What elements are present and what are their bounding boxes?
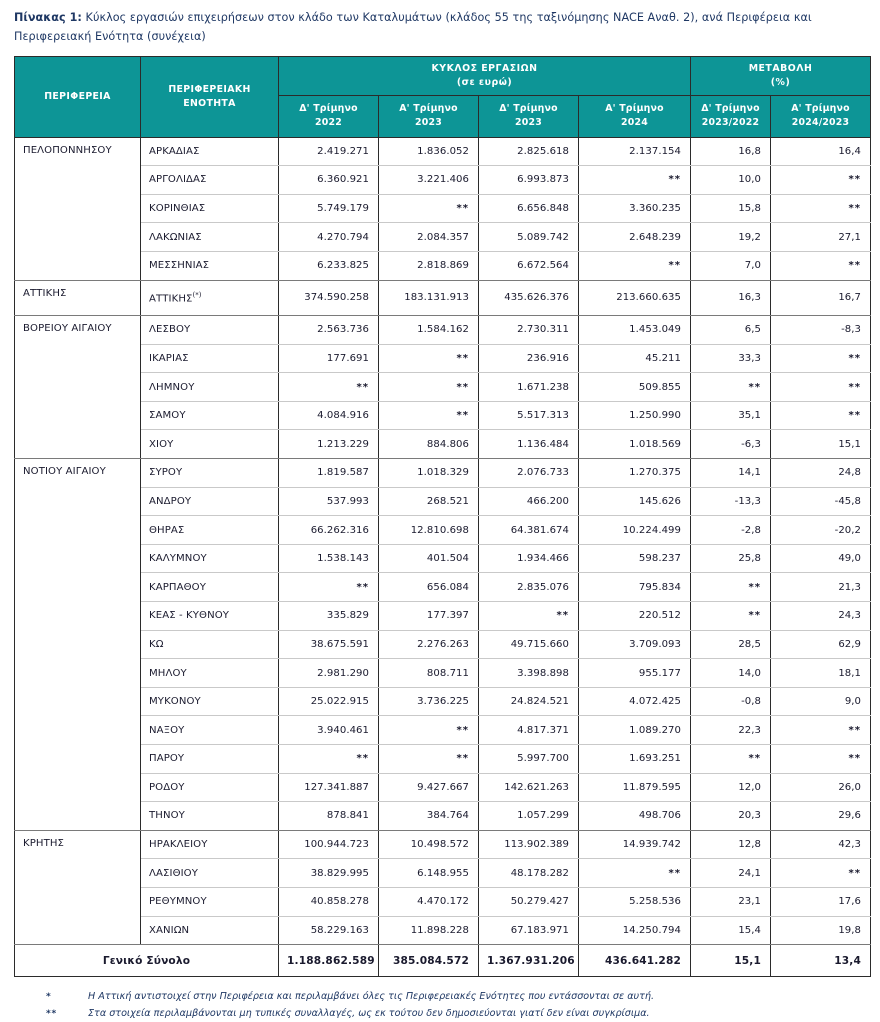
cell-q1-2024: 11.879.595 [579,773,691,802]
table-row [15,487,871,516]
cell-q4-2022: 38.675.591 [279,630,379,659]
cell-change-2023-2022: 6,5 [691,316,771,345]
cell-q1-2024: 45.211 [579,344,691,373]
cell-suppressed: ** [691,602,771,631]
cell-q1-2023: 384.764 [379,802,479,831]
cell-suppressed: ** [771,251,871,280]
cell-change-2024-2023: 15,1 [771,430,871,459]
cell-regional-unit: ΠΑΡΟΥ [141,745,279,774]
table-total-row [15,945,871,977]
footnote-text: Στα στοιχεία περιλαμβάνονται μη τυπικές συναλλαγές, ως εκ τούτου δεν δημοσιεύονται γιατί δεν είναι συγκρίσιμα. [88,1008,650,1020]
cell-q4-2023: 2.730.311 [479,316,579,345]
column-header-q4-2022-line2: 2022 [315,116,342,128]
group-header-turnover-label: ΚΥΚΛΟΣ ΕΡΓΑΣΙΩΝ [431,62,538,74]
cell-change-2024-2023: 21,3 [771,573,871,602]
cell-regional-unit: ΣΑΜΟΥ [141,401,279,430]
column-header-change-2024-2023 [771,95,871,137]
cell-region: ΚΡΗΤΗΣ [15,830,141,944]
cell-q4-2023: 142.621.263 [479,773,579,802]
cell-change-2024-2023: 18,1 [771,659,871,688]
cell-q1-2024: 1.453.049 [579,316,691,345]
cell-q4-2023: 67.183.971 [479,916,579,945]
table-row [15,745,871,774]
total-cell-q4-2023: 1.367.931.206 [479,945,579,977]
cell-change-2023-2022: 14,0 [691,659,771,688]
cell-change-2023-2022: -2,8 [691,516,771,545]
column-header-change-2023-2022-line2: 2023/2022 [701,116,760,128]
cell-suppressed: ** [771,344,871,373]
table-row [15,859,871,888]
cell-suppressed: ** [691,745,771,774]
cell-regional-unit: ΤΗΝΟΥ [141,802,279,831]
cell-q1-2024: 795.834 [579,573,691,602]
cell-q4-2022: 2.981.290 [279,659,379,688]
cell-region: ΝΟΤΙΟΥ ΑΙΓΑΙΟΥ [15,459,141,831]
cell-change-2024-2023: 16,7 [771,280,871,316]
table-row [15,830,871,859]
cell-q4-2023: 6.656.848 [479,194,579,223]
cell-q4-2023: 1.934.466 [479,544,579,573]
table-row [15,280,871,316]
total-cell-q1-2023: 385.084.572 [379,945,479,977]
cell-suppressed: ** [771,716,871,745]
cell-regional-unit: ΡΟΔΟΥ [141,773,279,802]
table-row [15,802,871,831]
column-header-q4-2023 [479,95,579,137]
cell-q1-2023: 1.836.052 [379,137,479,166]
page-title-lead: Πίνακας 1: [14,11,82,24]
cell-q4-2023: 6.672.564 [479,251,579,280]
cell-q1-2024: 145.626 [579,487,691,516]
cell-q1-2024: 14.939.742 [579,830,691,859]
cell-suppressed: ** [379,716,479,745]
cell-q1-2024: 5.258.536 [579,887,691,916]
total-cell-q4-2022: 1.188.862.589 [279,945,379,977]
cell-q4-2023: 1.671.238 [479,373,579,402]
table-header [15,56,871,137]
cell-q4-2023: 5.089.742 [479,223,579,252]
cell-q1-2024: 220.512 [579,602,691,631]
cell-q1-2023: 1.584.162 [379,316,479,345]
cell-change-2023-2022: 25,8 [691,544,771,573]
cell-q1-2024: 2.137.154 [579,137,691,166]
table-row [15,687,871,716]
cell-regional-unit: ΝΑΞΟΥ [141,716,279,745]
cell-q4-2023: 6.993.873 [479,166,579,195]
cell-regional-unit: ΛΕΣΒΟΥ [141,316,279,345]
cell-suppressed: ** [379,344,479,373]
table-row [15,316,871,345]
total-cell-change-2024-2023: 13,4 [771,945,871,977]
cell-q4-2022: 58.229.163 [279,916,379,945]
column-header-q1-2023 [379,95,479,137]
cell-regional-unit: ΑΤΤΙΚΗΣ(*) [141,280,279,316]
cell-q1-2024: 14.250.794 [579,916,691,945]
cell-regional-unit: ΜΗΛΟΥ [141,659,279,688]
cell-q1-2023: 12.810.698 [379,516,479,545]
cell-q4-2023: 24.824.521 [479,687,579,716]
cell-change-2023-2022: 24,1 [691,859,771,888]
cell-q4-2023: 236.916 [479,344,579,373]
cell-suppressed: ** [279,745,379,774]
cell-q1-2023: 2.818.869 [379,251,479,280]
cell-region: ΑΤΤΙΚΗΣ [15,280,141,316]
cell-change-2024-2023: -45,8 [771,487,871,516]
cell-change-2023-2022: 19,2 [691,223,771,252]
column-header-q4-2023-line2: 2023 [515,116,542,128]
cell-q4-2023: 466.200 [479,487,579,516]
header-row-groups [15,56,871,95]
cell-q1-2024: 10.224.499 [579,516,691,545]
cell-total-label: Γενικό Σύνολο [15,945,279,977]
cell-suppressed: ** [771,194,871,223]
cell-q4-2022: 537.993 [279,487,379,516]
table-row [15,773,871,802]
cell-q1-2023: 9.427.667 [379,773,479,802]
cell-q4-2022: 4.084.916 [279,401,379,430]
table-row [15,630,871,659]
cell-q4-2022: 100.944.723 [279,830,379,859]
cell-q1-2023: 3.221.406 [379,166,479,195]
table-row [15,602,871,631]
cell-change-2024-2023: 24,3 [771,602,871,631]
cell-regional-unit: ΑΡΚΑΔΙΑΣ [141,137,279,166]
group-header-change-units: (%) [770,76,791,88]
column-header-change-2023-2022-line1: Δ' Τρίμηνο [701,102,760,114]
cell-q1-2023: 4.470.172 [379,887,479,916]
cell-q1-2024: 1.250.990 [579,401,691,430]
cell-q4-2022: 5.749.179 [279,194,379,223]
cell-region: ΠΕΛΟΠΟΝΝΗΣΟΥ [15,137,141,280]
cell-q4-2023: 2.835.076 [479,573,579,602]
cell-q4-2023: 113.902.389 [479,830,579,859]
cell-q1-2023: 177.397 [379,602,479,631]
cell-suppressed: ** [691,573,771,602]
cell-suppressed: ** [771,859,871,888]
cell-q1-2023: 183.131.913 [379,280,479,316]
cell-q4-2022: 4.270.794 [279,223,379,252]
cell-suppressed: ** [771,401,871,430]
table-body [15,137,871,977]
cell-q1-2024: 1.089.270 [579,716,691,745]
cell-regional-unit: ΚΟΡΙΝΘΙΑΣ [141,194,279,223]
column-header-q1-2024-line1: Α' Τρίμηνο [605,102,664,114]
cell-q4-2023: 5.997.700 [479,745,579,774]
cell-change-2024-2023: 26,0 [771,773,871,802]
cell-change-2023-2022: -6,3 [691,430,771,459]
cell-regional-unit: ΚΑΡΠΑΘΟΥ [141,573,279,602]
cell-regional-unit: ΜΥΚΟΝΟΥ [141,687,279,716]
column-header-change-2024-2023-line2: 2024/2023 [791,116,850,128]
cell-suppressed: ** [379,401,479,430]
cell-q4-2023: 435.626.376 [479,280,579,316]
cell-suppressed: ** [691,373,771,402]
footnote-marker-icon: ** [46,1009,58,1020]
footnote-marker-icon: * [46,992,52,1003]
cell-change-2023-2022: 12,0 [691,773,771,802]
cell-change-2023-2022: 23,1 [691,887,771,916]
column-header-q1-2023-line2: 2023 [415,116,442,128]
cell-q4-2022: 40.858.278 [279,887,379,916]
cell-change-2024-2023: 17,6 [771,887,871,916]
cell-regional-unit: ΧΑΝΙΩΝ [141,916,279,945]
cell-change-2024-2023: 62,9 [771,630,871,659]
cell-q4-2022: 1.213.229 [279,430,379,459]
table-row [15,223,871,252]
group-header-turnover [279,56,691,95]
cell-q4-2022: 6.233.825 [279,251,379,280]
table-row [15,544,871,573]
page-title-rest: Κύκλος εργασιών επιχειρήσεων στον κλάδο των Καταλυμάτων (κλάδος 55 της ταξινόμησης NACE Αναθ. 2), ανά Περιφέρεια και Περιφερειακή Ενότητα (συνέχεια) [14,11,812,44]
cell-q4-2022: 1.819.587 [279,459,379,488]
cell-change-2024-2023: 24,8 [771,459,871,488]
turnover-table [14,56,871,978]
table-row [15,573,871,602]
cell-change-2024-2023: 9,0 [771,687,871,716]
cell-change-2023-2022: 35,1 [691,401,771,430]
cell-regional-unit: ΛΑΚΩΝΙΑΣ [141,223,279,252]
column-header-q4-2022-line1: Δ' Τρίμηνο [299,102,358,114]
cell-q1-2024: 4.072.425 [579,687,691,716]
cell-regional-unit: ΗΡΑΚΛΕΙΟΥ [141,830,279,859]
cell-q1-2024: 509.855 [579,373,691,402]
cell-q4-2022: 1.538.143 [279,544,379,573]
cell-q4-2023: 1.136.484 [479,430,579,459]
cell-q1-2024: 598.237 [579,544,691,573]
group-header-change [691,56,871,95]
table-row [15,516,871,545]
table-row [15,716,871,745]
cell-q1-2023: 884.806 [379,430,479,459]
column-header-q1-2024 [579,95,691,137]
cell-change-2023-2022: 12,8 [691,830,771,859]
cell-change-2024-2023: -20,2 [771,516,871,545]
cell-suppressed: ** [579,251,691,280]
cell-q1-2024: 1.693.251 [579,745,691,774]
table-row [15,401,871,430]
cell-change-2023-2022: -0,8 [691,687,771,716]
table-row [15,137,871,166]
cell-regional-unit: ΚΑΛΥΜΝΟΥ [141,544,279,573]
column-header-change-2024-2023-line1: Α' Τρίμηνο [791,102,850,114]
cell-q1-2023: 401.504 [379,544,479,573]
cell-q4-2023: 5.517.313 [479,401,579,430]
table-row [15,373,871,402]
cell-suppressed: ** [379,194,479,223]
cell-q1-2023: 2.276.263 [379,630,479,659]
cell-suppressed: ** [579,859,691,888]
footnotes [42,988,868,1022]
cell-change-2023-2022: 22,3 [691,716,771,745]
cell-suppressed: ** [279,373,379,402]
cell-change-2024-2023: 16,4 [771,137,871,166]
cell-q4-2022: 66.262.316 [279,516,379,545]
column-header-q4-2022 [279,95,379,137]
cell-q1-2024: 2.648.239 [579,223,691,252]
cell-regional-unit: ΚΕΑΣ - ΚΥΘΝΟΥ [141,602,279,631]
cell-q4-2022: 335.829 [279,602,379,631]
cell-regional-unit: ΑΝΔΡΟΥ [141,487,279,516]
cell-q1-2024: 213.660.635 [579,280,691,316]
cell-regional-unit: ΣΥΡΟΥ [141,459,279,488]
cell-change-2023-2022: 16,8 [691,137,771,166]
cell-change-2023-2022: 7,0 [691,251,771,280]
cell-regional-unit: ΜΕΣΣΗΝΙΑΣ [141,251,279,280]
cell-q1-2023: 11.898.228 [379,916,479,945]
cell-region: ΒΟΡΕΙΟΥ ΑΙΓΑΙΟΥ [15,316,141,459]
footnote-row [42,1005,868,1022]
cell-q4-2022: 2.419.271 [279,137,379,166]
table-row [15,251,871,280]
cell-suppressed: ** [479,602,579,631]
cell-q1-2023: 808.711 [379,659,479,688]
cell-change-2023-2022: 15,4 [691,916,771,945]
cell-q4-2022: 25.022.915 [279,687,379,716]
cell-q4-2022: 6.360.921 [279,166,379,195]
column-header-q4-2023-line1: Δ' Τρίμηνο [499,102,558,114]
cell-q1-2023: 6.148.955 [379,859,479,888]
cell-q4-2022: 3.940.461 [279,716,379,745]
cell-regional-unit: ΚΩ [141,630,279,659]
cell-q1-2024: 3.709.093 [579,630,691,659]
footnote-marker-icon: (*) [192,291,202,300]
table-row [15,659,871,688]
cell-q1-2023: 1.018.329 [379,459,479,488]
cell-q4-2023: 1.057.299 [479,802,579,831]
cell-q4-2023: 3.398.898 [479,659,579,688]
cell-q1-2023: 10.498.572 [379,830,479,859]
cell-q1-2023: 268.521 [379,487,479,516]
cell-suppressed: ** [579,166,691,195]
page-title [14,8,868,47]
cell-change-2023-2022: 14,1 [691,459,771,488]
cell-regional-unit: ΑΡΓΟΛΙΔΑΣ [141,166,279,195]
cell-change-2023-2022: 28,5 [691,630,771,659]
table-row [15,194,871,223]
group-header-change-label: ΜΕΤΑΒΟΛΗ [748,62,813,74]
cell-change-2024-2023: 42,3 [771,830,871,859]
cell-change-2023-2022: 20,3 [691,802,771,831]
cell-q4-2023: 2.825.618 [479,137,579,166]
cell-q4-2023: 50.279.427 [479,887,579,916]
cell-regional-unit: ΙΚΑΡΙΑΣ [141,344,279,373]
cell-q4-2023: 48.178.282 [479,859,579,888]
group-header-turnover-units: (σε ευρώ) [456,76,513,88]
cell-regional-unit: ΡΕΘΥΜΝΟΥ [141,887,279,916]
total-cell-q1-2024: 436.641.282 [579,945,691,977]
cell-q1-2023: 3.736.225 [379,687,479,716]
footnote-row [42,988,868,1005]
cell-change-2024-2023: -8,3 [771,316,871,345]
column-header-q1-2023-line1: Α' Τρίμηνο [399,102,458,114]
column-header-q1-2024-line2: 2024 [621,116,648,128]
cell-q4-2022: 878.841 [279,802,379,831]
cell-suppressed: ** [279,573,379,602]
cell-q4-2022: 374.590.258 [279,280,379,316]
cell-suppressed: ** [771,373,871,402]
cell-change-2023-2022: 15,8 [691,194,771,223]
cell-change-2023-2022: 33,3 [691,344,771,373]
cell-q4-2022: 2.563.736 [279,316,379,345]
cell-regional-unit: ΛΗΜΝΟΥ [141,373,279,402]
cell-suppressed: ** [379,373,479,402]
cell-change-2023-2022: -13,3 [691,487,771,516]
cell-q4-2023: 4.817.371 [479,716,579,745]
column-header-regional-unit: ΠΕΡΙΦΕΡΕΙΑΚΗ ΕΝΟΤΗΤΑ [141,56,279,137]
cell-regional-unit: ΧΙΟΥ [141,430,279,459]
cell-change-2023-2022: 10,0 [691,166,771,195]
cell-regional-unit: ΛΑΣΙΘΙΟΥ [141,859,279,888]
footnote-text: Η Αττική αντιστοιχεί στην Περιφέρεια και περιλαμβάνει όλες τις Περιφερειακές Ενότητες που εντάσσονται σε αυτή. [88,991,654,1003]
table-row [15,887,871,916]
cell-q4-2022: 38.829.995 [279,859,379,888]
table-row [15,166,871,195]
cell-suppressed: ** [379,745,479,774]
cell-q4-2022: 177.691 [279,344,379,373]
cell-suppressed: ** [771,745,871,774]
cell-q4-2022: 127.341.887 [279,773,379,802]
cell-change-2024-2023: 49,0 [771,544,871,573]
cell-q4-2023: 49.715.660 [479,630,579,659]
cell-regional-unit: ΘΗΡΑΣ [141,516,279,545]
total-cell-change-2023-2022: 15,1 [691,945,771,977]
cell-change-2024-2023: 29,6 [771,802,871,831]
cell-q4-2023: 2.076.733 [479,459,579,488]
cell-q4-2023: 64.381.674 [479,516,579,545]
cell-change-2023-2022: 16,3 [691,280,771,316]
column-header-change-2023-2022 [691,95,771,137]
cell-q1-2023: 656.084 [379,573,479,602]
cell-q1-2024: 498.706 [579,802,691,831]
cell-change-2024-2023: 27,1 [771,223,871,252]
table-row [15,430,871,459]
cell-q1-2024: 1.018.569 [579,430,691,459]
cell-change-2024-2023: 19,8 [771,916,871,945]
cell-q1-2023: 2.084.357 [379,223,479,252]
cell-q1-2024: 955.177 [579,659,691,688]
cell-q1-2024: 1.270.375 [579,459,691,488]
column-header-region: ΠΕΡΙΦΕΡΕΙΑ [15,56,141,137]
table-row [15,916,871,945]
cell-q1-2024: 3.360.235 [579,194,691,223]
table-row [15,344,871,373]
cell-suppressed: ** [771,166,871,195]
table-row [15,459,871,488]
